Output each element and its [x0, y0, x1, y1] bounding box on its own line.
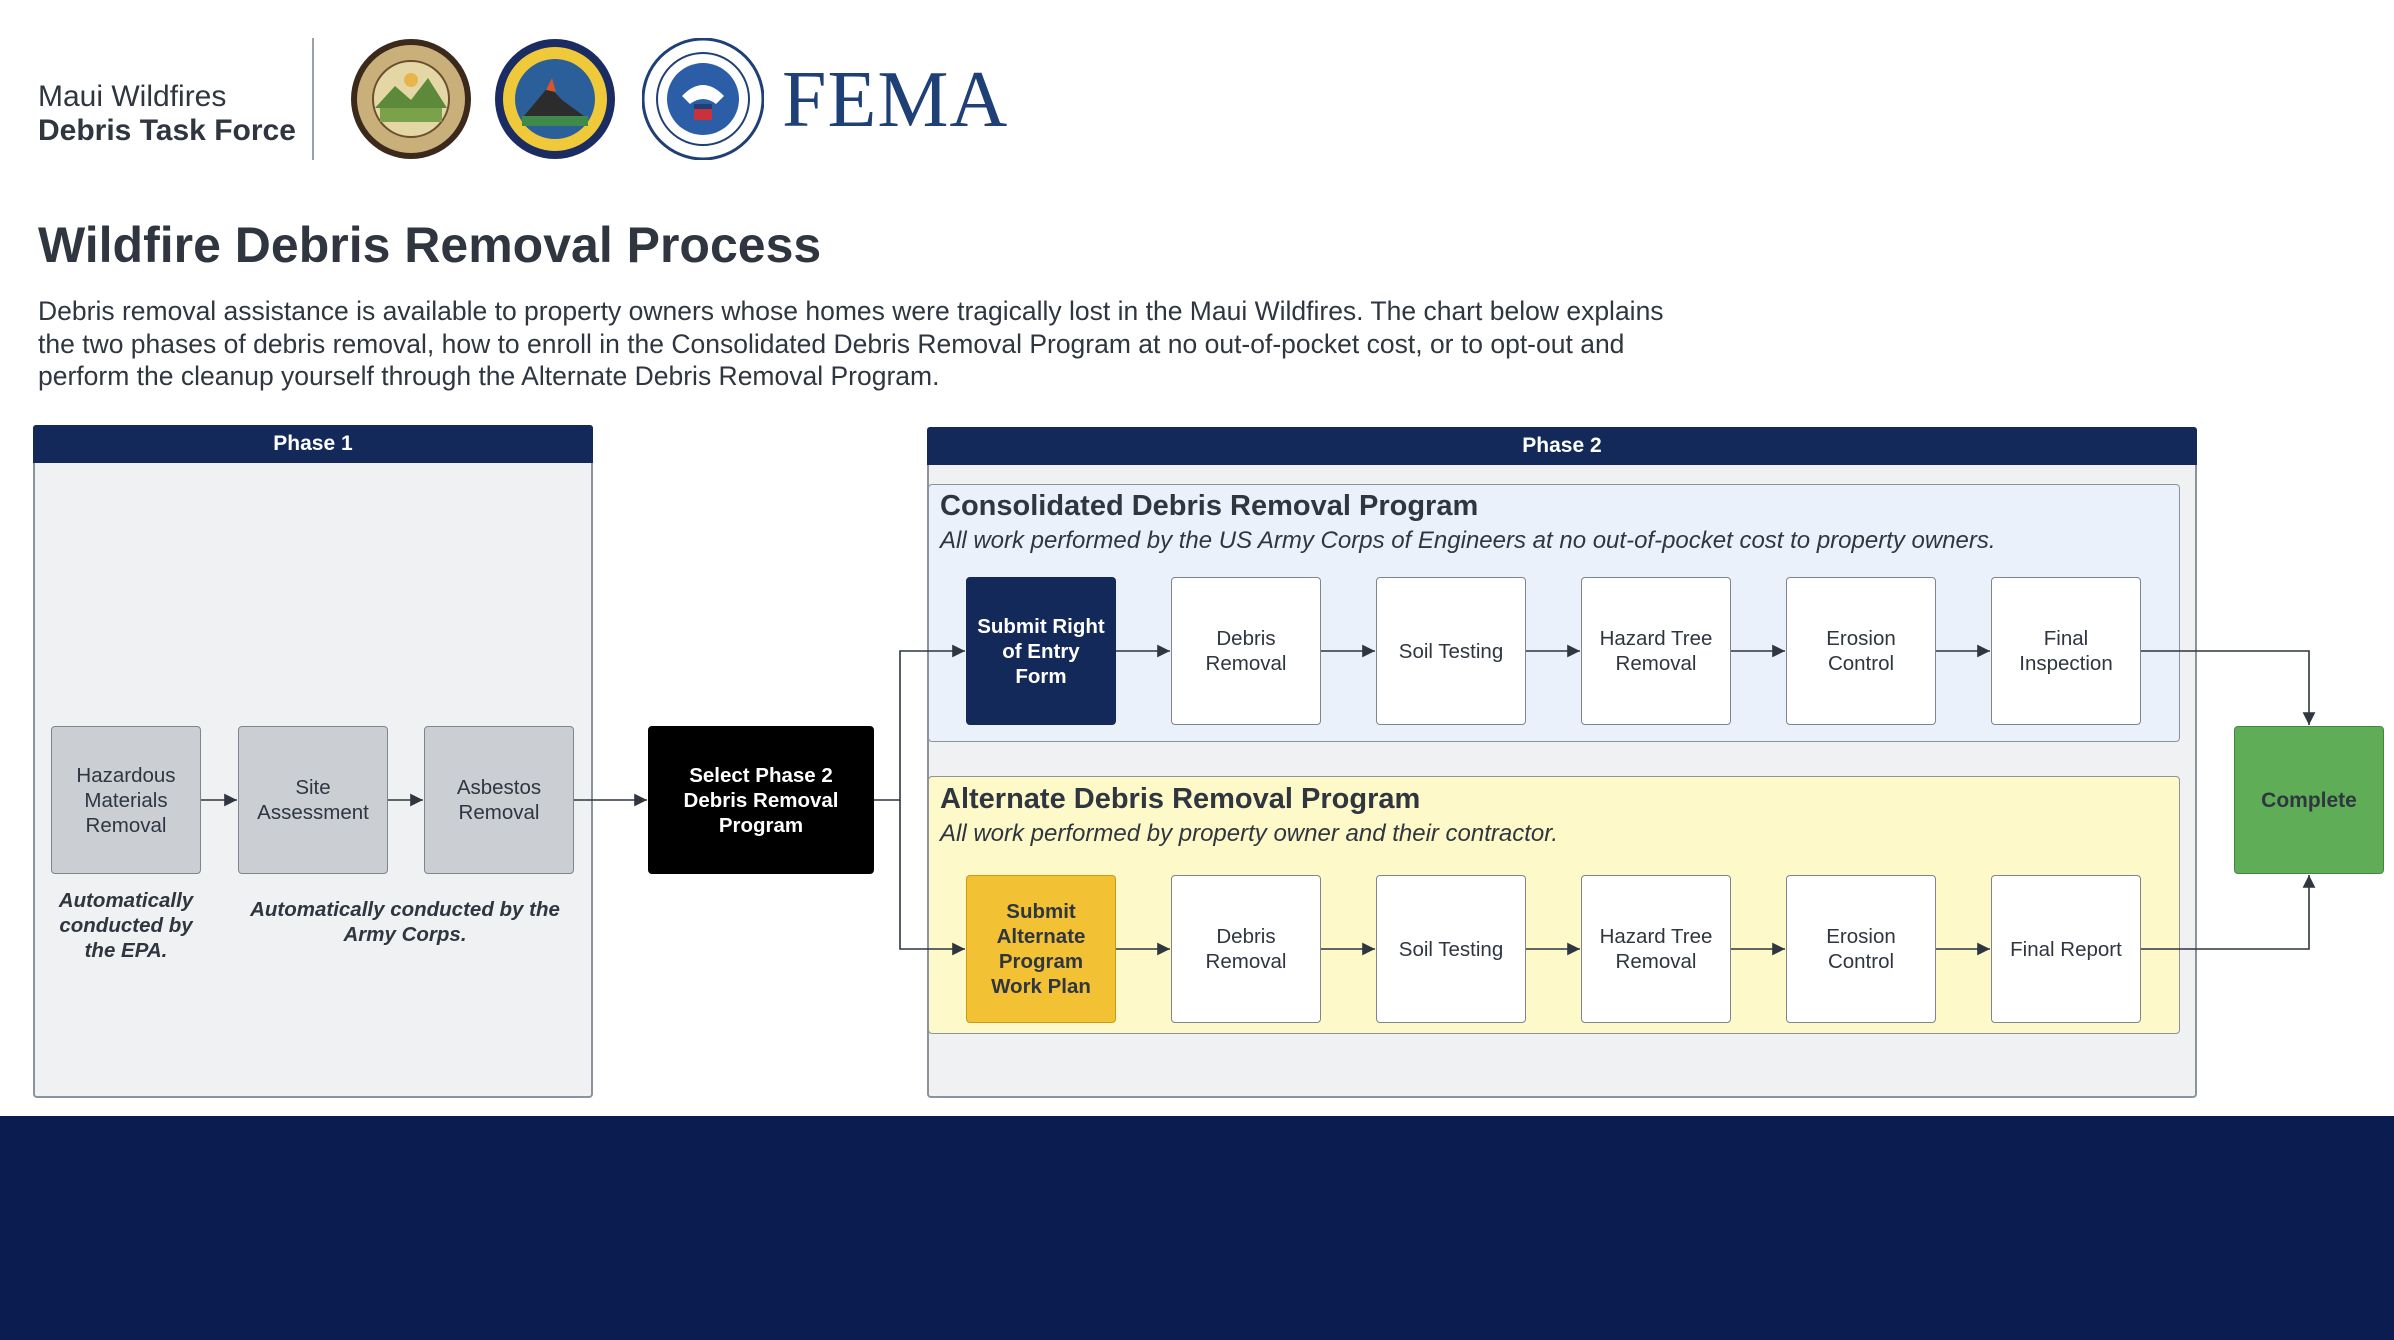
step-c-final-inspection: Final Inspection [1991, 577, 2141, 725]
step-submit-right-of-entry: Submit Right of Entry Form [966, 577, 1116, 725]
step-a-soil-testing: Soil Testing [1376, 875, 1526, 1023]
complete-box: Complete [2234, 726, 2384, 874]
page-title: Wildfire Debris Removal Process [38, 217, 822, 273]
consolidated-program-subtitle: All work performed by the US Army Corps of Engineers at no out-of-pocket cost to property owners. [940, 527, 1996, 554]
step-a-final-report: Final Report [1991, 875, 2141, 1023]
step-submit-alternate-work-plan: Submit Alternate Program Work Plan [966, 875, 1116, 1023]
alternate-program-subtitle: All work performed by property owner and their contractor. [940, 820, 1559, 847]
note-epa: Automatically conducted by the EPA. [58, 889, 194, 962]
step-a-erosion-control: Erosion Control [1786, 875, 1936, 1023]
step-c-hazard-tree-removal: Hazard Tree Removal [1581, 577, 1731, 725]
note-army-corps: Automatically conducted by the Army Corps. [250, 898, 560, 946]
step-site-assessment: Site Assessment [238, 726, 388, 874]
step-c-debris-removal: Debris Removal [1171, 577, 1321, 725]
step-hazardous-materials-removal: Hazardous Materials Removal [51, 726, 201, 874]
org-name-line1: Maui Wildfires [38, 80, 227, 113]
intro-paragraph: Debris removal assistance is available to property owners whose homes were tragically lost in the Maui Wildfires. The chart below explains the two phases of debris removal, how to enroll in the Consolidated Debris Removal Program at no out-of-pocket cost, or to opt-out and perform the cleanup yourself through the Alternate Debris Removal Program. [38, 296, 1664, 391]
footer-band [0, 1116, 2394, 1340]
step-a-debris-removal: Debris Removal [1171, 875, 1321, 1023]
alternate-program-title: Alternate Debris Removal Program [940, 783, 1421, 815]
step-c-soil-testing: Soil Testing [1376, 577, 1526, 725]
consolidated-program-title: Consolidated Debris Removal Program [940, 490, 1479, 522]
step-c-erosion-control: Erosion Control [1786, 577, 1936, 725]
step-a-hazard-tree-removal: Hazard Tree Removal [1581, 875, 1731, 1023]
phase2-header: Phase 2 [927, 427, 2197, 465]
select-program-decision: Select Phase 2 Debris Removal Program [648, 726, 874, 874]
step-asbestos-removal: Asbestos Removal [424, 726, 574, 874]
fema-wordmark: FEMA [782, 56, 1009, 144]
org-name-line2: Debris Task Force [38, 114, 296, 147]
phase1-header: Phase 1 [33, 425, 593, 463]
